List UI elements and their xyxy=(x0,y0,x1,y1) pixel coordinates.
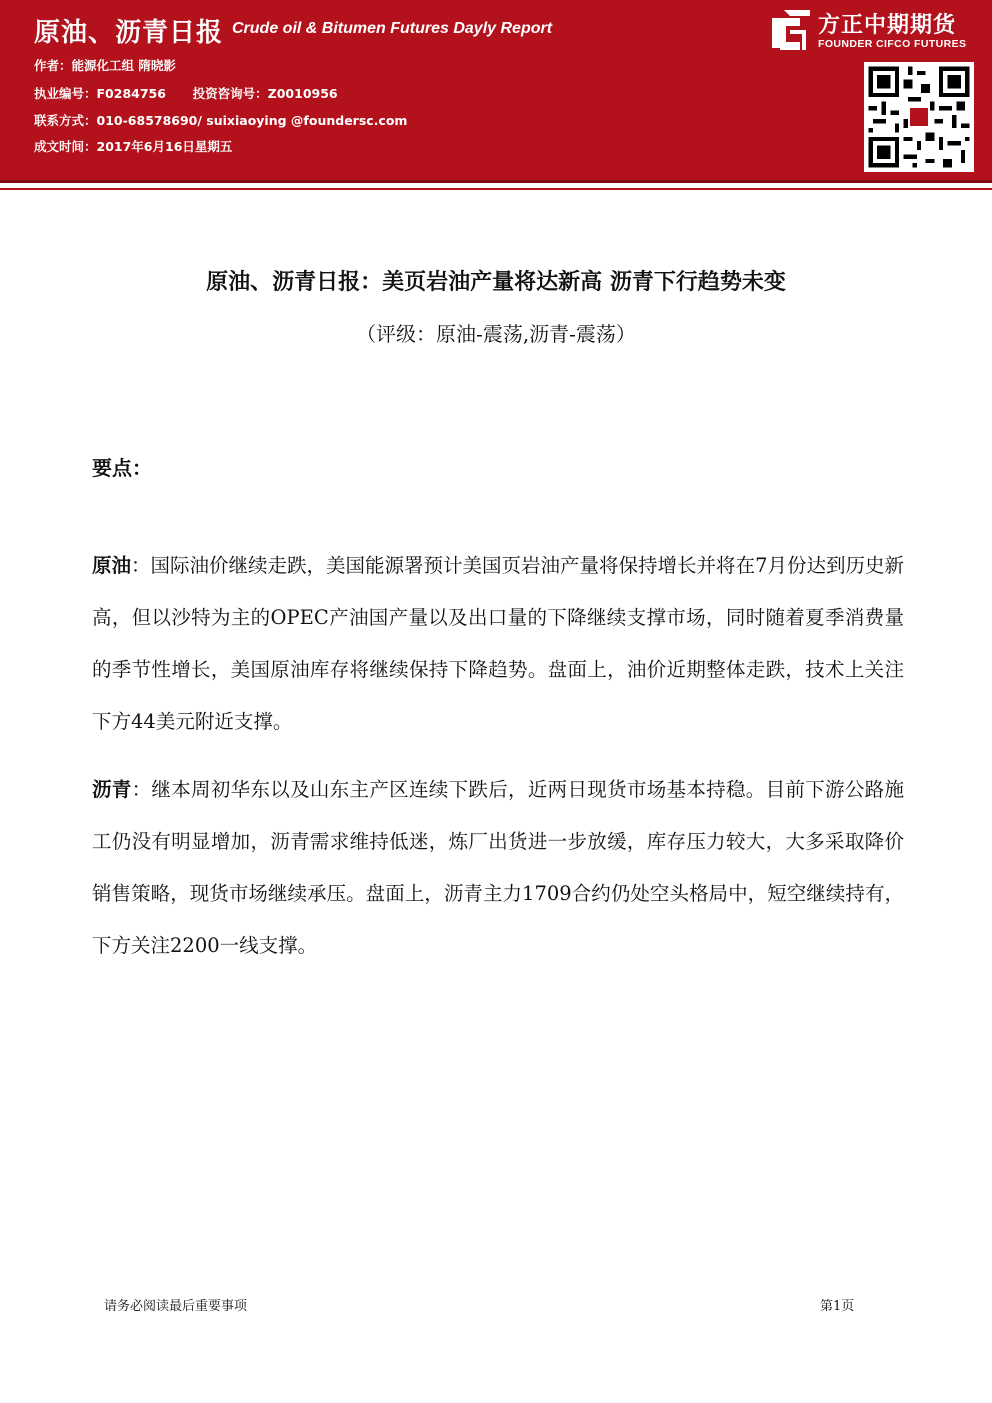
company-logo-icon xyxy=(770,8,812,52)
crude-oil-text: ：国际油价继续走跌，美国能源署预计美国页岩油产量将保持增长并将在7月份达到历史新高，但以沙特为主的OPEC产油国产量以及出口量的下降继续支撑市场，同时随着夏季消费量的季节性增长，美国原油库存将继续保持下降趋势。盘面上，油价近期整体走跌，技术上关注下方44美元附近支撑。 xyxy=(92,554,904,733)
document-rating: （评级：原油-震荡,沥青-震荡） xyxy=(356,322,636,346)
license-label: 执业编号： xyxy=(34,86,97,101)
header-divider xyxy=(0,180,992,183)
bitumen-text: ：继本周初华东以及山东主产区连续下跌后，近两日现货市场基本持稳。目前下游公路施工仍没有明显增加，沥青需求维持低迷，炼厂出货进一步放缓，库存压力较大，大多采取降价销售策略，现货市场继续承压。盘面上，沥青主力1709合约仍处空头格局中，短空继续持有，下方关注2200一线支撑。 xyxy=(92,778,904,957)
document-title: 原油、沥青日报：美页岩油产量将达新高 沥青下行趋势未变 xyxy=(206,270,786,295)
license-value: F0284756 xyxy=(96,86,166,101)
bitumen-heading: 沥青 xyxy=(92,778,132,801)
bitumen-paragraph xyxy=(92,764,904,972)
report-title-cn: 原油、沥青日报 xyxy=(34,18,224,48)
author-value: 能源化工组 隋晓影 xyxy=(71,58,176,73)
contact-line xyxy=(34,111,407,129)
key-points-label: 要点： xyxy=(92,456,152,480)
report-header xyxy=(0,0,992,180)
footer-notice: 请务必阅读最后重要事项 xyxy=(104,1299,248,1314)
author-label: 作者： xyxy=(34,58,72,73)
company-name-en: FOUNDER CIFCO FUTURES xyxy=(818,38,967,50)
qr-code-icon[interactable] xyxy=(864,62,974,172)
crude-oil-paragraph xyxy=(92,540,904,748)
date-label: 成文时间： xyxy=(34,139,97,154)
date-line xyxy=(34,137,232,155)
company-logo xyxy=(770,6,985,56)
date-value: 2017年6月16日星期五 xyxy=(96,139,233,154)
company-name-cn: 方正中期期货 xyxy=(818,13,957,38)
contact-label: 联系方式： xyxy=(34,113,97,128)
report-title-en: Crude oil & Bitumen Futures Dayly Report xyxy=(232,20,553,37)
page-number: 第1页 xyxy=(820,1299,855,1314)
consult-label: 投资咨询号： xyxy=(192,86,268,101)
license-line xyxy=(34,84,338,102)
author-line xyxy=(34,56,176,74)
contact-value: 010-68578690/ suixiaoying @foundersc.com xyxy=(96,113,408,128)
consult-value: Z0010956 xyxy=(267,86,338,101)
crude-oil-heading: 原油 xyxy=(92,554,132,577)
header-divider-thin xyxy=(0,188,992,190)
